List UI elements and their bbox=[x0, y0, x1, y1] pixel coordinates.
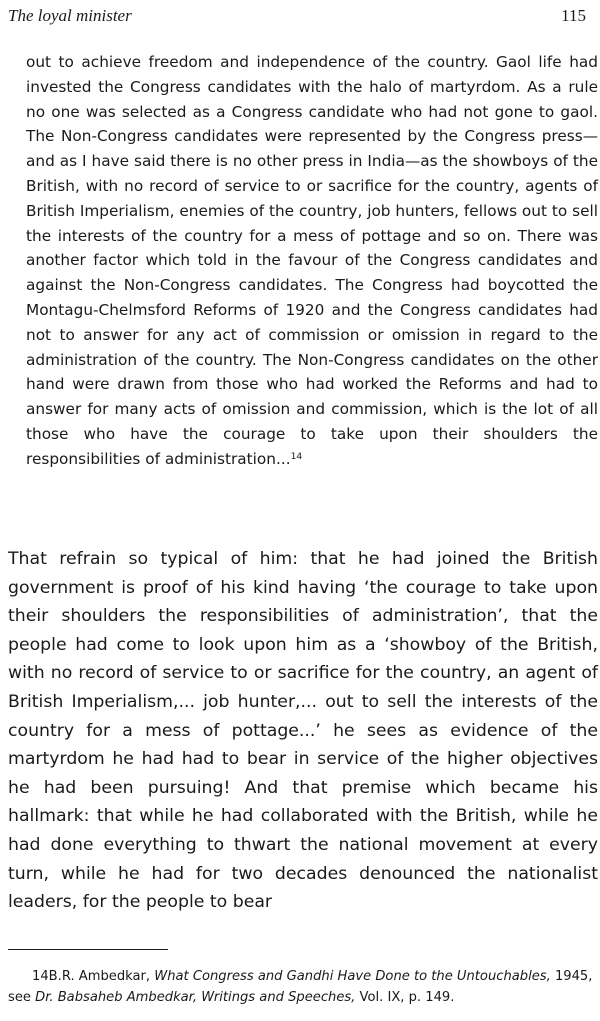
block-quote bbox=[26, 50, 598, 472]
footnote-reference[interactable]: 14 bbox=[290, 450, 303, 462]
footnote-author: B.R. Ambedkar, bbox=[48, 969, 151, 984]
block-quote-text: out to achieve freedom and independence of the country. Gaol life had invested the Congress candidates with the halo of martyrdom. As a rule no one was selected as a Congress candidate who had not gone to gaol. The Non-Congress candidates were represented by the Congress press—and as I have said there is no other press in India—as the showboys of the British, with no record of service to or sacrifice for the country, agents of British Imperialism, enemies of the country, job hunters, fellows out to sell the interests of the country for a mess of pottage and so on. There was another factor which told in the favour of the Congress candidates and against the Non-Congress candidates. The Congress had boycotted the Montagu-Chelmsford Reforms of 1920 and the Congress candidates had not to answer for any act of commission or omission in regard to the administration of the country. The Non-Congress candidates on the other hand were drawn from those who had worked the Reforms and had to answer for many acts of omission and commission, which is the lot of all those who have the courage to take upon their shoulders the responsibilities of administration... bbox=[26, 53, 598, 468]
running-title: The loyal minister bbox=[8, 6, 132, 25]
footnote-divider bbox=[8, 949, 168, 950]
footnote-work-title: What Congress and Gandhi Have Done to the Untouchables, bbox=[154, 969, 551, 984]
footnote-middle: 1945, see bbox=[8, 969, 593, 1005]
footnote-collection-title: Dr. Babsaheb Ambedkar, Writings and Speeches, bbox=[35, 990, 356, 1005]
footnote-number: 14 bbox=[32, 969, 49, 984]
footnote-reference-detail: Vol. IX, p. 149. bbox=[359, 990, 455, 1005]
page-number: 115 bbox=[561, 6, 586, 25]
running-header bbox=[8, 6, 586, 26]
footnote bbox=[8, 966, 598, 1008]
body-paragraph: That refrain so typical of him: that he had joined the British government is proof of his kind having ‘the courage to take upon their shoulders the responsibilities of administration’, that the people had come to look upon him as a ‘showboy of the British, with no record of service to or sacrifice for the country, an agent of British Imperialism,... job hunter,... out to sell the interests of the country for a mess of pottage...’ he sees as evidence of the martyrdom he had had to bear in service of the higher objectives he had been pursuing! And that premise which became his hallmark: that while he had collaborated with the British, while he had done everything to thwart the national movement at every turn, while he had for two decades denounced the nationalist leaders, for the people to bear bbox=[8, 549, 598, 913]
